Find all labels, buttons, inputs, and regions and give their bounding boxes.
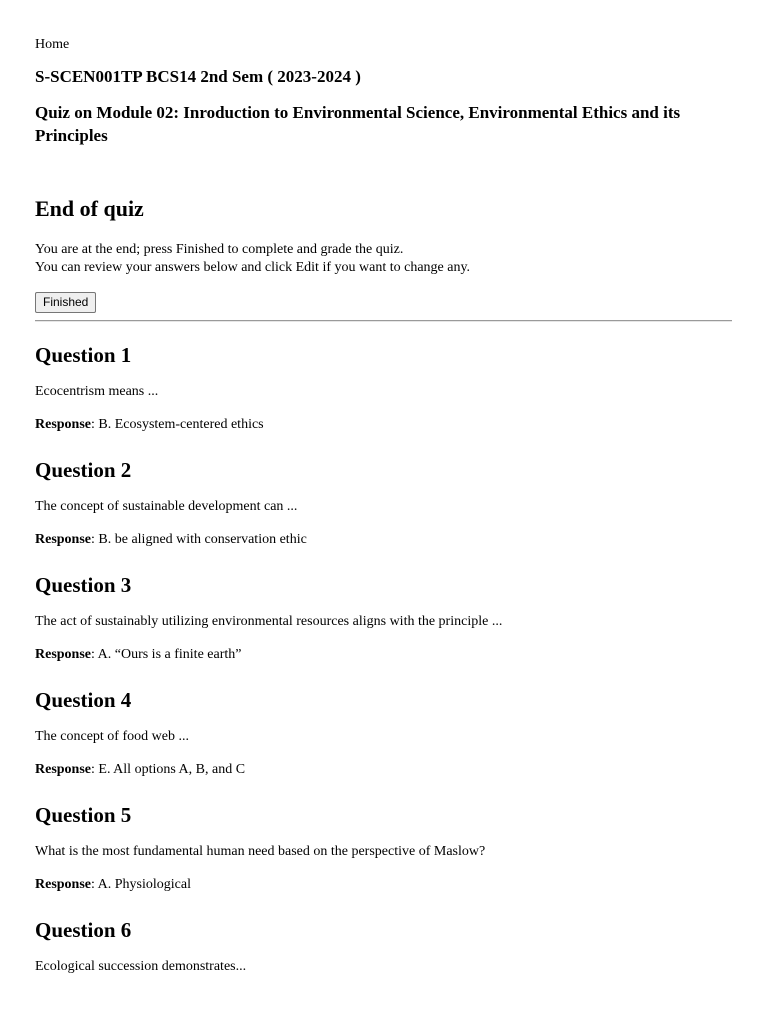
instructions-line-2: You can review your answers below and click Edit if you want to change any.	[35, 260, 471, 275]
question-text: What is the most fundamental human need based on the perspective of Maslow?	[35, 844, 486, 859]
question-heading: Question 2	[35, 458, 132, 482]
question-text: Ecological succession demonstrates...	[35, 959, 247, 974]
response-label: Response	[35, 762, 92, 777]
question-text: The concept of sustainable development can ...	[35, 499, 298, 514]
response-value: A. “Ours is a finite earth”	[97, 647, 242, 662]
question-heading: Question 5	[35, 803, 132, 827]
response-label: Response	[35, 417, 92, 432]
section-divider	[35, 320, 732, 322]
question-response: Response: A. “Ours is a finite earth”	[35, 647, 242, 662]
question-response: Response: E. All options A, B, and C	[35, 762, 246, 777]
response-value: B. be aligned with conservation ethic	[98, 532, 307, 547]
question-response: Response: B. Ecosystem-centered ethics	[35, 417, 264, 432]
response-value: B. Ecosystem-centered ethics	[98, 417, 264, 432]
question-heading: Question 6	[35, 918, 132, 942]
finished-button[interactable]: Finished	[35, 292, 96, 313]
course-title: S-SCEN001TP BCS14 2nd Sem ( 2023-2024 )	[35, 67, 361, 86]
question-heading: Question 1	[35, 343, 132, 367]
breadcrumb-home-link[interactable]: Home	[35, 37, 70, 52]
instructions-line-1: You are at the end; press Finished to complete and grade the quiz.	[35, 242, 404, 257]
response-label: Response	[35, 647, 92, 662]
response-value: A. Physiological	[97, 877, 191, 892]
instructions-text	[35, 241, 470, 277]
response-label: Response	[35, 532, 92, 547]
quiz-title: Quiz on Module 02: Inroduction to Environmental Science, Environmental Ethics and its Principles	[35, 103, 681, 145]
question-heading: Question 3	[35, 573, 132, 597]
question-text: The concept of food web ...	[35, 729, 189, 744]
response-value: E. All options A, B, and C	[98, 762, 246, 777]
question-response: Response: B. be aligned with conservation ethic	[35, 532, 307, 547]
response-label: Response	[35, 877, 92, 892]
question-text: Ecocentrism means ...	[35, 384, 159, 399]
question-heading: Question 4	[35, 688, 132, 712]
question-text: The act of sustainably utilizing environmental resources aligns with the principle ...	[35, 614, 503, 629]
question-response: Response: A. Physiological	[35, 877, 191, 892]
end-of-quiz-heading: End of quiz	[35, 196, 144, 221]
